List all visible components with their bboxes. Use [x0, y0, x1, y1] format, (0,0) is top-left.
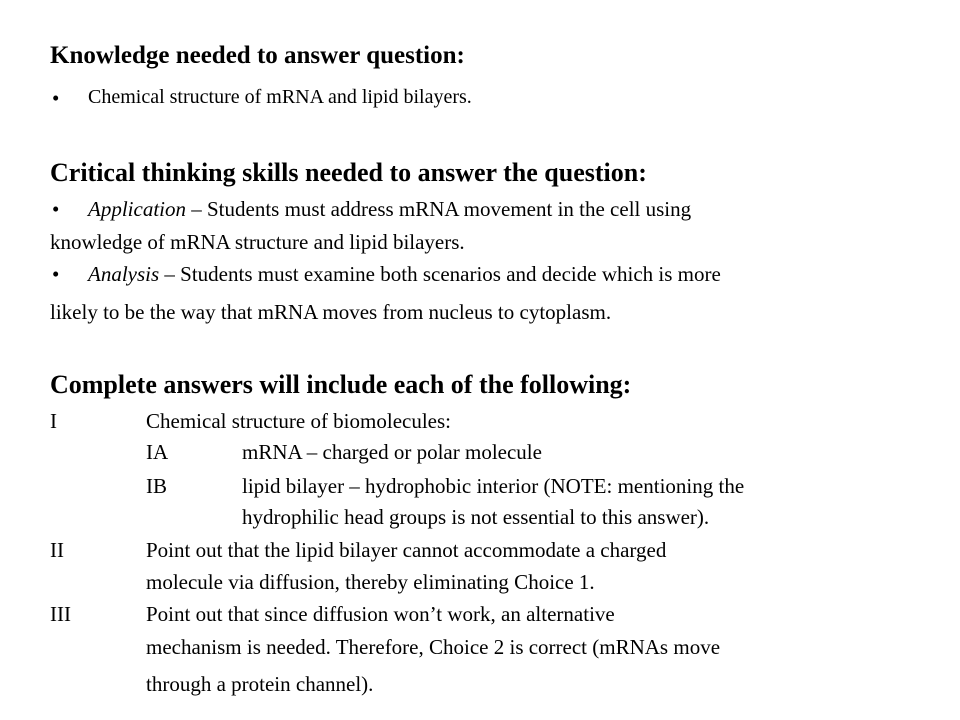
application-line-1 — [88, 197, 691, 222]
item-ii-line-1: Point out that the lipid bilayer cannot accommodate a charged — [146, 538, 667, 562]
item-i-label: I — [50, 409, 57, 433]
item-ib-line-1: lipid bilayer – hydrophobic interior (NOTE: mentioning the — [242, 474, 745, 498]
item-ii-label: II — [50, 538, 64, 562]
item-ia-text: mRNA – charged or polar molecule — [242, 440, 542, 464]
item-iii-line-1: Point out that since diffusion won’t work, an alternative — [146, 602, 615, 626]
item-ia-label: IA — [146, 440, 169, 464]
item-iii-line-3: through a protein channel). — [146, 672, 374, 696]
item-i-text: Chemical structure of biomolecules: — [146, 409, 451, 433]
analysis-line-1 — [88, 262, 721, 287]
item-ii-line-2: molecule via diffusion, thereby eliminating Choice 1. — [146, 570, 595, 594]
answers-heading: Complete answers will include each of the following: — [50, 370, 632, 399]
knowledge-bullet: • — [52, 86, 60, 110]
knowledge-heading: Knowledge needed to answer question: — [50, 42, 465, 69]
critical-heading: Critical thinking skills needed to answer the question: — [50, 158, 647, 187]
analysis-line-2: likely to be the way that mRNA moves from nucleus to cytoplasm. — [50, 300, 612, 324]
application-term: Application — [88, 197, 186, 221]
application-line-2: knowledge of mRNA structure and lipid bilayers. — [50, 230, 465, 254]
item-ib-label: IB — [146, 474, 167, 498]
application-bullet: • — [52, 197, 60, 221]
analysis-bullet: • — [52, 262, 60, 286]
application-text-1: – Students must address mRNA movement in the cell using — [186, 197, 692, 221]
knowledge-item: Chemical structure of mRNA and lipid bilayers. — [88, 86, 472, 108]
item-iii-label: III — [50, 602, 71, 626]
item-iii-line-2: mechanism is needed. Therefore, Choice 2 is correct (mRNAs move — [146, 635, 721, 659]
analysis-term: Analysis — [88, 262, 160, 286]
item-ib-line-2: hydrophilic head groups is not essential to this answer). — [242, 505, 710, 529]
analysis-text-1: – Students must examine both scenarios and decide which is more — [159, 262, 721, 286]
